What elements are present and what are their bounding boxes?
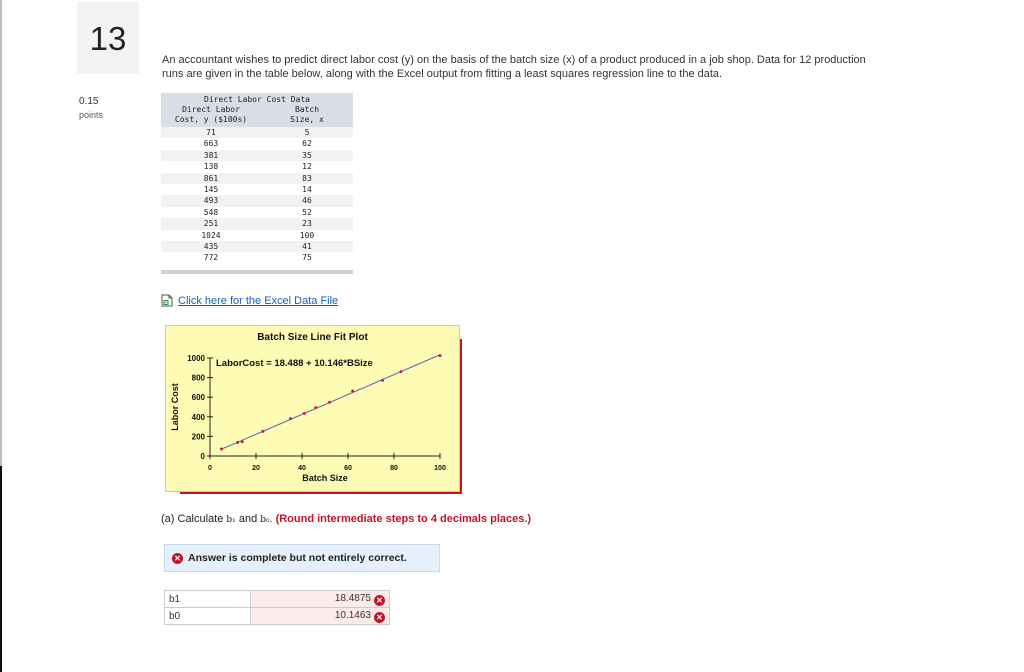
table-title: Direct Labor Cost Data xyxy=(204,95,310,104)
table-bottom-rule xyxy=(161,264,353,274)
x-tick-label: 0 xyxy=(208,465,212,472)
cell-batch-size: 46 xyxy=(302,196,312,206)
table-row xyxy=(161,184,353,195)
table-body xyxy=(161,127,353,264)
regression-equation: LaborCost = 18.488 + 10.146*BSize xyxy=(216,358,373,369)
x-tick-label: 60 xyxy=(344,465,352,472)
data-point xyxy=(289,417,292,420)
excel-link-label[interactable]: Click here for the Excel Data File xyxy=(178,294,339,307)
table-row xyxy=(161,230,353,241)
cell-labor-cost: 861 xyxy=(203,173,219,183)
answer-row-b0 xyxy=(165,608,390,625)
incorrect-icon: ✕ xyxy=(172,553,183,564)
cell-batch-size: 83 xyxy=(302,173,312,183)
cell-batch-size: 14 xyxy=(302,184,312,194)
data-point xyxy=(314,406,317,409)
incorrect-icon: ✕ xyxy=(374,595,385,606)
cell-labor-cost: 435 xyxy=(203,241,219,251)
table-row xyxy=(161,218,353,229)
x-tick-label: 100 xyxy=(434,465,446,472)
table-header xyxy=(161,93,353,127)
table-row xyxy=(161,150,353,161)
answer-cell-b0[interactable] xyxy=(251,608,390,625)
data-point xyxy=(220,448,223,451)
excel-data-link[interactable] xyxy=(161,294,338,307)
y-tick-label: 0 xyxy=(200,452,205,461)
excel-file-icon xyxy=(161,294,173,307)
cell-batch-size: 52 xyxy=(302,207,312,217)
data-point xyxy=(328,401,331,404)
data-point xyxy=(303,412,306,415)
cell-batch-size: 23 xyxy=(302,219,312,229)
data-point xyxy=(351,390,354,393)
cell-labor-cost: 145 xyxy=(203,184,219,194)
cell-labor-cost: 381 xyxy=(203,150,219,160)
points-value: 0.15 xyxy=(79,96,99,107)
chart-canvas xyxy=(166,326,459,491)
cell-labor-cost: 493 xyxy=(203,196,219,206)
y-tick-label: 200 xyxy=(191,432,205,442)
answer-value-b0[interactable]: 10.1463 xyxy=(334,609,371,621)
line-fit-plot xyxy=(165,325,460,492)
table-row xyxy=(161,241,353,252)
answer-label-b1: b1 xyxy=(165,591,251,608)
data-point xyxy=(236,441,239,444)
page-left-border xyxy=(0,0,2,466)
b1-symbol: b₁ xyxy=(226,515,236,525)
answer-value-b1[interactable]: 18.4875 xyxy=(334,592,371,604)
part-a-prefix: (a) Calculate xyxy=(161,513,224,525)
table-row xyxy=(161,138,353,149)
cell-batch-size: 5 xyxy=(304,128,310,137)
cell-batch-size: 75 xyxy=(302,253,312,263)
cell-batch-size: 35 xyxy=(302,150,312,160)
cell-batch-size: 12 xyxy=(302,162,312,172)
table-row xyxy=(161,252,353,263)
table-row xyxy=(161,127,353,138)
question-text: An accountant wishes to predict direct labor cost (y) on the basis of the batch size (x) of a product produced in a job shop. Data for 12 production runs are given in the table below, along with the Excel output from fitting a least squares regression line to the data. xyxy=(162,54,866,80)
chart-title: Batch Size Line Fit Plot xyxy=(257,332,368,343)
question-number-box xyxy=(77,2,139,74)
cell-labor-cost: 663 xyxy=(203,139,219,149)
table-row xyxy=(161,195,353,206)
y-tick-label: 800 xyxy=(191,373,205,383)
data-point xyxy=(439,354,442,357)
cell-labor-cost: 1024 xyxy=(201,230,221,240)
answer-row-b1 xyxy=(165,591,390,608)
answer-label-b0: b0 xyxy=(165,608,251,625)
cell-labor-cost: 548 xyxy=(203,207,219,217)
x-tick-label: 40 xyxy=(298,465,306,472)
table-row xyxy=(161,173,353,184)
y-axis-label: Labor Cost xyxy=(170,383,180,431)
table-row xyxy=(161,161,353,172)
y-tick-label: 600 xyxy=(191,393,205,403)
question-number: 13 xyxy=(89,20,127,57)
table-row xyxy=(161,207,353,218)
b0-symbol: b₀. xyxy=(260,515,273,525)
feedback-text: Answer is complete but not entirely correct. xyxy=(188,552,407,564)
cell-batch-size: 62 xyxy=(302,139,312,149)
data-point xyxy=(399,370,402,373)
y-tick-label: 400 xyxy=(191,412,205,422)
part-a-prompt xyxy=(161,513,531,525)
incorrect-icon: ✕ xyxy=(374,612,385,623)
data-point xyxy=(381,379,384,382)
column-header-cost: Direct Labor Cost, y ($100s) xyxy=(174,105,248,124)
y-tick-label: 1000 xyxy=(187,354,205,363)
cell-labor-cost: 138 xyxy=(203,162,219,172)
direct-labor-cost-table xyxy=(161,93,353,274)
page-left-border-dark xyxy=(0,466,2,672)
x-tick-label: 20 xyxy=(252,465,260,472)
rounding-hint: (Round intermediate steps to 4 decimals places.) xyxy=(275,513,532,525)
answer-cell-b1[interactable] xyxy=(251,591,390,608)
column-header-batch-size: Batch Size, x xyxy=(290,105,324,124)
cell-labor-cost: 71 xyxy=(206,128,216,137)
data-point xyxy=(261,430,264,433)
x-axis-label: Batch Size xyxy=(302,473,348,483)
cell-labor-cost: 772 xyxy=(203,253,219,263)
cell-batch-size: 100 xyxy=(299,230,315,240)
answer-table xyxy=(164,590,390,625)
points-label: points xyxy=(79,110,104,120)
data-point xyxy=(241,440,244,443)
cell-batch-size: 41 xyxy=(302,241,312,251)
cell-labor-cost: 251 xyxy=(203,219,219,229)
feedback-banner xyxy=(164,544,440,572)
part-a-and: and xyxy=(238,513,258,525)
x-tick-label: 80 xyxy=(390,465,398,472)
